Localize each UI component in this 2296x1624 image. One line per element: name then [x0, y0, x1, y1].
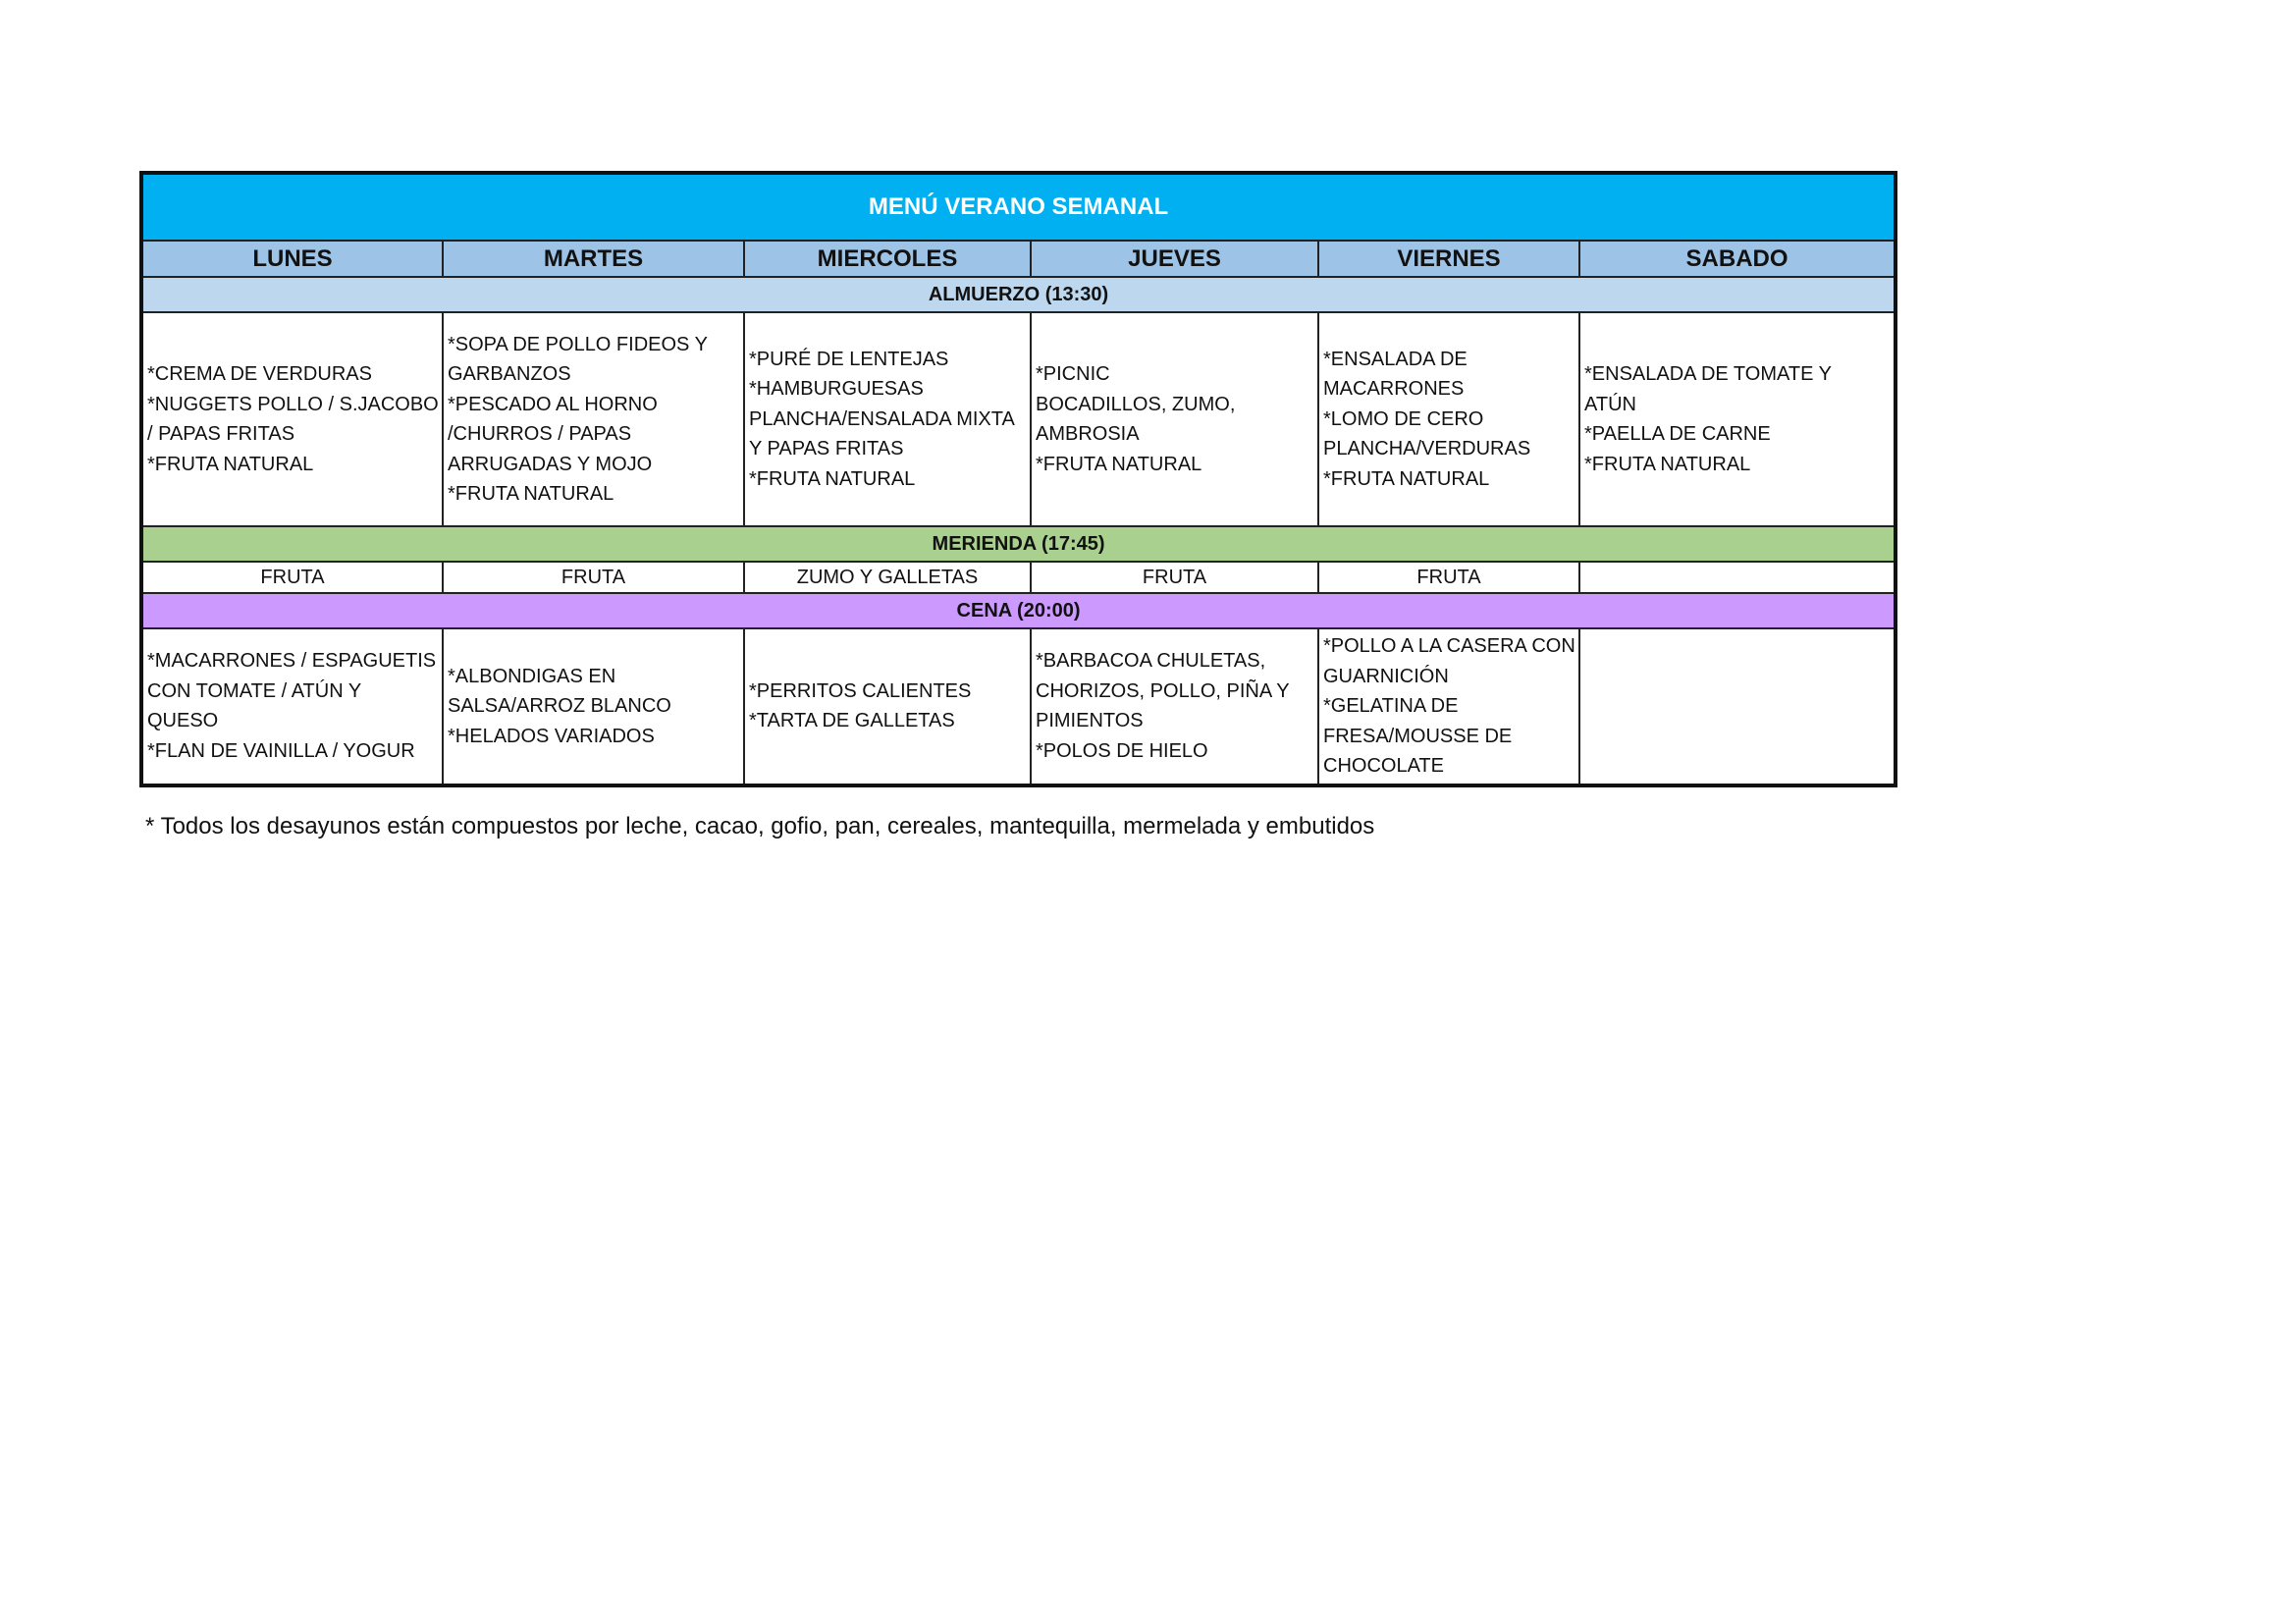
- dish-line: ARRUGADAS Y MOJO: [448, 453, 653, 475]
- dish-line: FRESA/MOUSSE DE: [1323, 725, 1513, 747]
- dish-line: *FRUTA NATURAL: [147, 453, 314, 475]
- merienda-row: [141, 562, 1896, 593]
- dish-line: *SOPA DE POLLO FIDEOS Y: [448, 333, 708, 355]
- dish-line: *PURÉ DE LENTEJAS: [749, 348, 949, 370]
- day-header-jueves: JUEVES: [1031, 241, 1318, 277]
- almuerzo-jueves-cell: [1031, 312, 1318, 526]
- dish-line: / PAPAS FRITAS: [147, 423, 295, 445]
- merienda-lunes-cell: FRUTA: [141, 562, 443, 593]
- section-cena-row: [141, 593, 1896, 628]
- almuerzo-viernes-cell: [1318, 312, 1579, 526]
- almuerzo-lunes-cell: [141, 312, 443, 526]
- dish-line: *PICNIC: [1036, 363, 1110, 385]
- menu-title: MENÚ VERANO SEMANAL: [141, 173, 1896, 241]
- dish-line: *FRUTA NATURAL: [1036, 453, 1202, 475]
- cena-sabado-cell: [1579, 628, 1896, 785]
- dish-line: *FLAN DE VAINILLA / YOGUR: [147, 739, 415, 762]
- dish-line: *POLLO A LA CASERA CON: [1323, 635, 1575, 657]
- merienda-martes-cell: FRUTA: [443, 562, 744, 593]
- merienda-miercoles-cell: ZUMO Y GALLETAS: [744, 562, 1031, 593]
- dish-line: Y PAPAS FRITAS: [749, 438, 904, 460]
- merienda-jueves-cell: FRUTA: [1031, 562, 1318, 593]
- dish-line: AMBROSIA: [1036, 423, 1140, 445]
- dish-line: QUESO: [147, 710, 219, 732]
- dish-line: *FRUTA NATURAL: [448, 483, 614, 505]
- dish-line: *HAMBURGUESAS: [749, 378, 924, 401]
- dish-line: CON TOMATE / ATÚN Y: [147, 679, 362, 702]
- dish-line: *PESCADO AL HORNO: [448, 393, 658, 415]
- dish-line: PIMIENTOS: [1036, 710, 1144, 732]
- dish-line: *TARTA DE GALLETAS: [749, 710, 955, 732]
- day-header-viernes: VIERNES: [1318, 241, 1579, 277]
- merienda-sabado-cell: [1579, 562, 1896, 593]
- dish-line: *CREMA DE VERDURAS: [147, 363, 372, 385]
- title-row: [141, 173, 1896, 241]
- breakfast-footnote: * Todos los desayunos están compuestos por leche, cacao, gofio, pan, cereales, mantequilla, mermelada y embutidos: [145, 813, 1375, 839]
- section-almuerzo-row: [141, 277, 1896, 312]
- dish-line: *ALBONDIGAS EN: [448, 665, 616, 687]
- dish-line: *BARBACOA CHULETAS,: [1036, 650, 1266, 673]
- cena-jueves-cell: [1031, 628, 1318, 785]
- dish-line: ATÚN: [1584, 393, 1636, 415]
- dish-line: *HELADOS VARIADOS: [448, 725, 655, 747]
- cena-dishes-row: [141, 628, 1896, 785]
- dish-line: *ENSALADA DE: [1323, 348, 1468, 370]
- day-header-miercoles: MIERCOLES: [744, 241, 1031, 277]
- dish-line: BOCADILLOS, ZUMO,: [1036, 393, 1236, 415]
- day-header-lunes: LUNES: [141, 241, 443, 277]
- almuerzo-dishes-row: [141, 312, 1896, 526]
- dish-line: *POLOS DE HIELO: [1036, 739, 1208, 762]
- section-merienda-label: MERIENDA (17:45): [141, 526, 1896, 562]
- dish-line: SALSA/ARROZ BLANCO: [448, 695, 671, 717]
- dish-line: *GELATINA DE: [1323, 695, 1459, 717]
- dish-line: GUARNICIÓN: [1323, 665, 1449, 687]
- cena-miercoles-cell: [744, 628, 1031, 785]
- dish-line: *FRUTA NATURAL: [749, 467, 916, 490]
- dish-line: PLANCHA/ENSALADA MIXTA: [749, 407, 1015, 430]
- day-header-sabado: SABADO: [1579, 241, 1896, 277]
- dish-line: *PAELLA DE CARNE: [1584, 423, 1771, 445]
- section-merienda-row: [141, 526, 1896, 562]
- merienda-viernes-cell: FRUTA: [1318, 562, 1579, 593]
- dish-line: /CHURROS / PAPAS: [448, 423, 632, 445]
- almuerzo-martes-cell: [443, 312, 744, 526]
- dish-line: PLANCHA/VERDURAS: [1323, 438, 1531, 460]
- almuerzo-miercoles-cell: [744, 312, 1031, 526]
- cena-viernes-cell: [1318, 628, 1579, 785]
- dish-line: CHORIZOS, POLLO, PIÑA Y: [1036, 679, 1290, 702]
- cena-lunes-cell: [141, 628, 443, 785]
- section-almuerzo-label: ALMUERZO (13:30): [141, 277, 1896, 312]
- dish-line: *MACARRONES / ESPAGUETIS: [147, 650, 437, 673]
- dish-line: *FRUTA NATURAL: [1323, 467, 1490, 490]
- dish-line: MACARRONES: [1323, 378, 1465, 401]
- weekly-menu-table: [139, 171, 1897, 787]
- dish-line: *LOMO DE CERO: [1323, 407, 1484, 430]
- day-header-martes: MARTES: [443, 241, 744, 277]
- dish-line: *ENSALADA DE TOMATE Y: [1584, 363, 1832, 385]
- almuerzo-sabado-cell: [1579, 312, 1896, 526]
- dish-line: *FRUTA NATURAL: [1584, 453, 1751, 475]
- dish-line: *NUGGETS POLLO / S.JACOBO: [147, 393, 439, 415]
- dish-line: GARBANZOS: [448, 363, 571, 385]
- dish-line: CHOCOLATE: [1323, 755, 1444, 777]
- dish-line: *PERRITOS CALIENTES: [749, 679, 972, 702]
- day-header-row: [141, 241, 1896, 277]
- section-cena-label: CENA (20:00): [141, 593, 1896, 628]
- cena-martes-cell: [443, 628, 744, 785]
